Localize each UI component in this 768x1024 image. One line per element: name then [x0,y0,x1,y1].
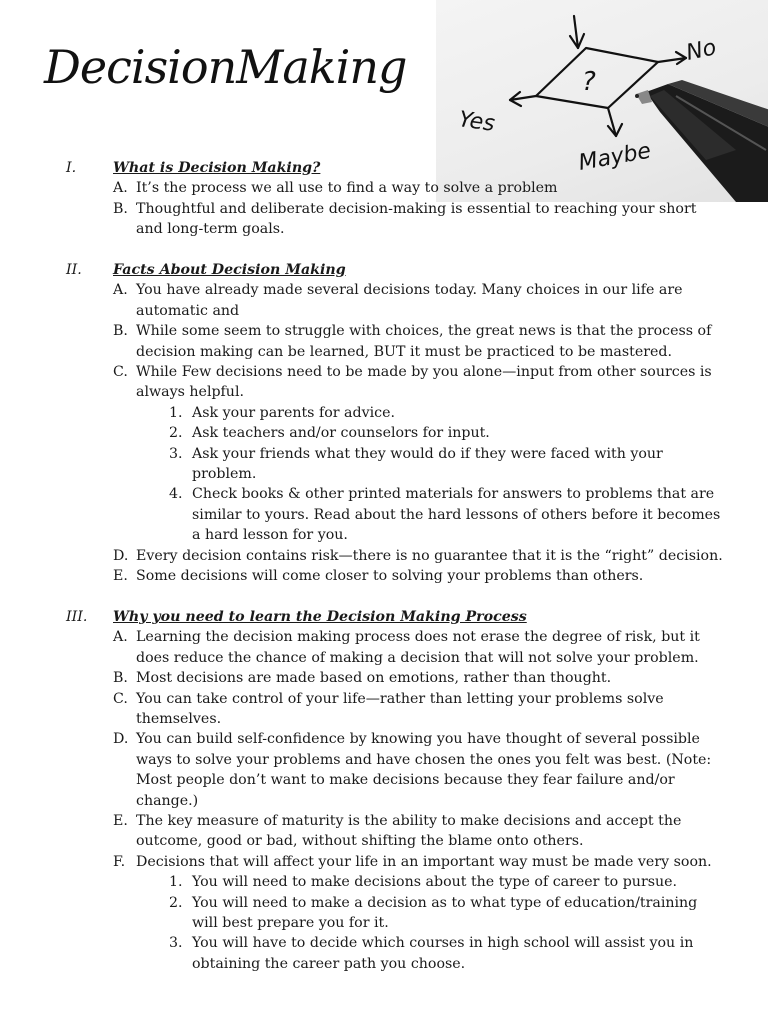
maybe-label: Maybe [576,138,653,176]
section-numeral: II. [66,262,82,279]
list-item: A. It’s the process we all use to find a way to solve a problem [113,180,558,197]
section-heading: What is Decision Making? [113,160,321,176]
sub-list-item: 3. Ask your friends what they would do if they were faced with your problem. [169,445,663,483]
section-numeral: III. [66,608,88,625]
yes-label: Yes [457,107,497,137]
page-title: DecisionMaking [44,40,407,94]
list-item: C. While Few decisions need to be made by you alone—input from other sources is always helpful. [113,364,712,401]
list-item: B. While some seem to struggle with choices, the great news is that the process of decision making can be learned, BUT it must be practiced to be mastered. [113,323,712,360]
question-mark: ? [582,67,596,97]
section-why-learn [66,607,726,974]
section-heading: Facts About Decision Making [113,262,346,279]
section-facts [66,260,726,587]
list-item: E. Some decisions will come closer to solving your problems than others. [113,568,644,585]
no-label: No [684,35,719,66]
list-item: C. You can take control of your life—rather than letting your problems solve themselves. [113,690,664,727]
list-item: D. Every decision contains risk—there is no guarantee that it is the “right” decision. [113,547,723,564]
section-heading: Why you need to learn the Decision Making Process [113,608,527,625]
section-what-is [66,158,726,240]
list-item: F. Decisions that will affect your life in an important way must be made very soon. [113,853,712,870]
list-item: E. The key measure of maturity is the ability to make decisions and accept the outcome, good or bad, without shifting the blame onto others. [113,812,682,850]
list-item: B. Most decisions are made based on emotions, rather than thought. [113,670,612,687]
sub-list-item: 1. You will need to make decisions about the type of career to pursue. [169,874,678,891]
list-item: A. You have already made several decisions today. Many choices in our life are automatic and [113,282,683,319]
document-body [66,158,726,995]
list-item: A. Learning the decision making process does not erase the degree of risk, but it does reduce the chance of making a decision that will not solve your problem. [113,629,700,666]
sub-list-item: 1. Ask your parents for advice. [169,404,395,421]
sub-list-item: 2. Ask teachers and/or counselors for input. [169,425,490,442]
list-item: D. You can build self-confidence by knowing you have thought of several possible ways to solve your problems and have chosen the ones you felt was best. (Note: Most people don’t want to make decisions because they fear failure and/or change.) [113,731,712,809]
list-item: B. Thoughtful and deliberate decision-making is essential to reaching your short and long-term goals. [113,200,697,238]
sub-list-item: 4. Check books & other printed materials for answers to problems that are similar to yours. Read about the hard lessons of others before it becomes a hard lesson for you. [169,486,721,544]
sub-list-item: 3. You will have to decide which courses in high school will assist you in obtaining the career path you choose. [169,935,694,972]
section-numeral: I. [66,160,77,176]
sub-list-item: 2. You will need to make a decision as to what type of education/training will best prepare you for it. [169,894,698,931]
